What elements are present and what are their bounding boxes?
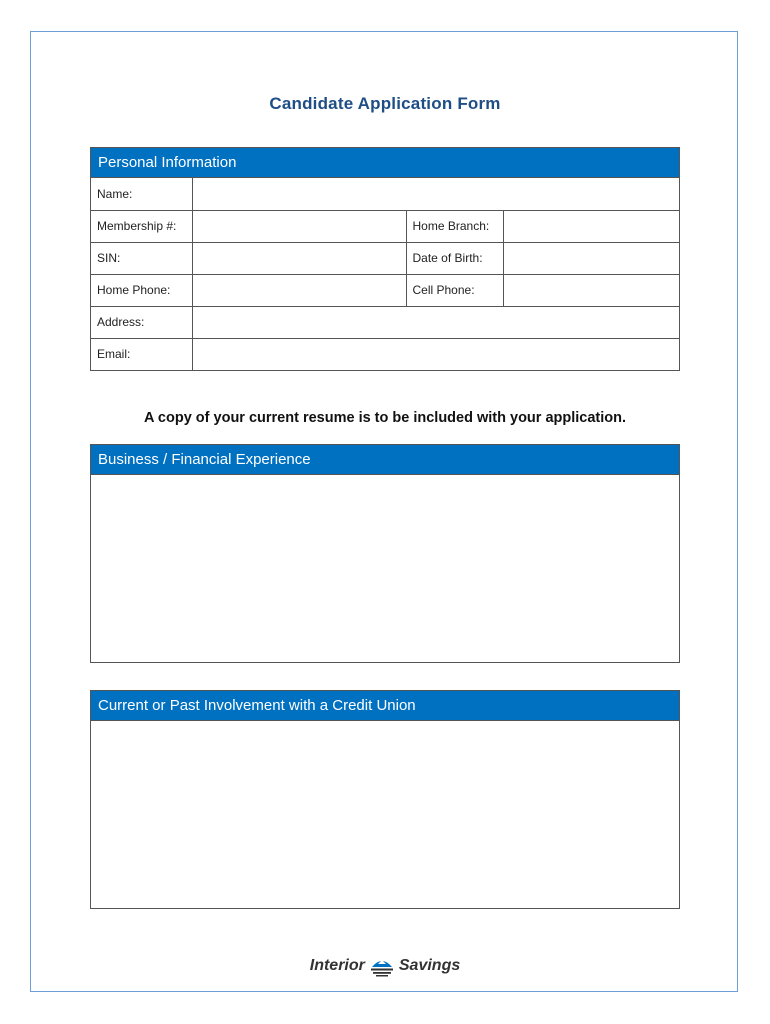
name-field[interactable]: [192, 178, 679, 210]
home-phone-label: Home Phone:: [91, 274, 192, 306]
credit-union-involvement-field[interactable]: [91, 721, 679, 908]
row-name: [91, 178, 679, 210]
dob-field[interactable]: [503, 242, 679, 274]
membership-label: Membership #:: [91, 210, 192, 242]
sin-label: SIN:: [91, 242, 192, 274]
business-experience-field[interactable]: [91, 475, 679, 662]
business-experience-section: [90, 444, 680, 663]
personal-info-section: [90, 147, 680, 371]
email-label: Email:: [91, 338, 192, 370]
address-field[interactable]: [192, 306, 679, 338]
address-label: Address:: [91, 306, 192, 338]
cell-phone-field[interactable]: [503, 274, 679, 306]
credit-union-involvement-section: [90, 690, 680, 909]
page-title: Candidate Application Form: [269, 94, 501, 113]
logo-text-left: Interior: [309, 957, 365, 974]
logo-text-right: Savings: [398, 957, 461, 974]
resume-notice: A copy of your current resume is to be included with your application.: [143, 410, 627, 426]
business-experience-header: Business / Financial Experience: [91, 445, 679, 475]
home-branch-label: Home Branch:: [406, 210, 503, 242]
personal-info-table: [91, 178, 679, 370]
home-phone-field[interactable]: [192, 274, 406, 306]
row-phone: [91, 274, 679, 306]
logo-mark-icon: [369, 955, 395, 977]
home-branch-field[interactable]: [503, 210, 679, 242]
membership-field[interactable]: [192, 210, 406, 242]
interior-savings-logo: [0, 955, 770, 977]
name-label: Name:: [97, 186, 133, 201]
row-membership: [91, 210, 679, 242]
row-sin: [91, 242, 679, 274]
cell-phone-label: Cell Phone:: [406, 274, 503, 306]
row-address: [91, 306, 679, 338]
row-email: [91, 338, 679, 370]
personal-info-header: Personal Information: [91, 148, 679, 178]
dob-label: Date of Birth:: [406, 242, 503, 274]
credit-union-involvement-header: Current or Past Involvement with a Credit Union: [91, 691, 679, 721]
sin-field[interactable]: [192, 242, 406, 274]
email-field[interactable]: [192, 338, 679, 370]
